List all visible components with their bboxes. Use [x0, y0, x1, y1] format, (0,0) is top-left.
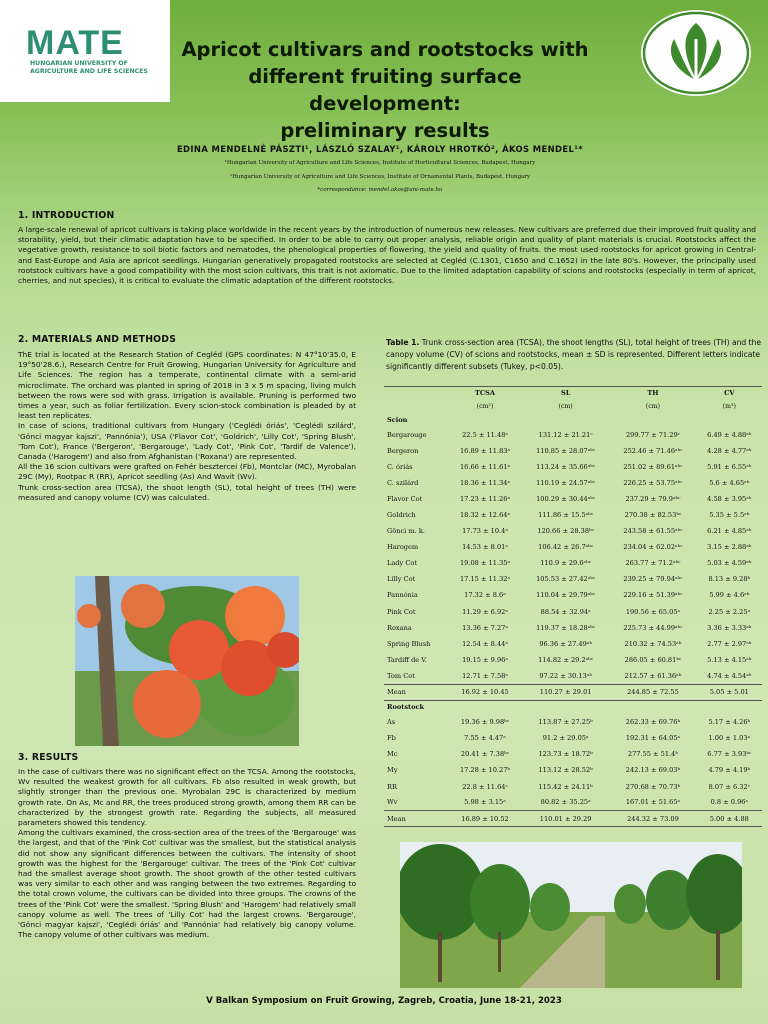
table-cell: 6.49 ± 4.88ᵃᵇ	[707, 430, 752, 439]
table-cell: 3.36 ± 3.33ᵃᵇ	[707, 623, 752, 632]
table-row	[384, 491, 762, 507]
table-cell: 16.66 ± 11.61ᵃ	[459, 462, 510, 471]
university-logo	[0, 0, 170, 102]
table-cell: 115.42 ± 24.11ᵇ	[538, 782, 593, 791]
table-cell: 17.32 ± 8.6ᵃ	[464, 591, 506, 600]
affiliation-2: ²Hungarian University of Agriculture and Life Sciences, Institute of Ornamental Plants, Budapest, Hungary	[229, 174, 531, 180]
table-row-label: Spring Blush	[387, 639, 431, 648]
table-row-label: Tom Cot	[387, 671, 415, 680]
table-cell: 1.00 ± 1.03ᵃ	[708, 734, 751, 743]
results-paragraph: In the case of cultivars there was no significant effect on the TCSA. Among the rootstocks, Wv resulted the weakest growth for all cultivars. Fb also resulted in weak growth, but slightly stronger than the previous one. Myrobalan 29C is characterized by medium growth rate. On As, Mc and RR, the trees produced strong growth, among them RR can be characterized by the strongest growth rate. Regarding the subjects, all measured parameters showed this tendency.	[18, 767, 356, 828]
table-cell: 17.15 ± 11.32ᵃ	[459, 575, 510, 584]
table-cell: 106.42 ± 26.7ᵃᵇᶜ	[538, 543, 594, 552]
table-cell: 5.6 ± 4.65ᵃᵇ	[709, 478, 750, 487]
table-cell: 105.53 ± 27.42ᵃᵇᶜ	[536, 575, 596, 584]
table-cell: 4.28 ± 4.77ᵃᵇ	[707, 446, 752, 455]
table-row-label: Harogem	[387, 543, 419, 552]
conference-footer: V Balkan Symposium on Fruit Growing, Zagreb, Croatia, June 18-21, 2023	[206, 996, 562, 1006]
table-cell: 113.87 ± 27.25ᵇ	[538, 718, 593, 727]
table-group-scion: Scion	[387, 415, 408, 424]
table-cell: 19.36 ± 9.98ᵇᶜ	[460, 718, 510, 727]
table-cell: 262.33 ± 69.76ᵇ	[625, 718, 681, 727]
table-row	[384, 475, 762, 491]
table-cell: 3.15 ± 2.88ᵃᵇ	[707, 543, 752, 552]
table-cell: 120.66 ± 28.38ᵇᶜ	[537, 527, 594, 536]
table-cell: 4.58 ± 3.95ᵃᵇ	[707, 494, 752, 503]
table-row	[384, 746, 762, 762]
table-cell: 210.32 ± 74.53ᵃᵇ	[624, 639, 682, 648]
table-cell: 226.25 ± 53.75ᵃᵇᶜ	[623, 478, 683, 487]
table-cell: 242.13 ± 69.03ᵇ	[625, 766, 681, 775]
table-cell: 192.31 ± 64.05ᵃ	[625, 734, 681, 743]
table-header: SL	[522, 387, 609, 400]
table-cell: 5.17 ± 4.26ᵇ	[708, 718, 751, 727]
table-cell: 239.25 ± 79.94ᵃᵇᶜ	[623, 575, 683, 584]
table-row-label: Bergeron	[387, 446, 419, 455]
table-row-label: Mean	[384, 811, 448, 827]
introduction-heading: 1. INTRODUCTION	[18, 210, 115, 221]
table-cell: 19.08 ± 11.35ᵃ	[459, 559, 510, 568]
table-cell: 11.29 ± 6.92ᵃ	[462, 607, 508, 616]
table-row-label: Mc	[387, 750, 398, 759]
table-row	[384, 636, 762, 652]
table-cell: 131.12 ± 21.21ᶜ	[538, 430, 593, 439]
table-row-label: Gönci m. k.	[387, 527, 425, 536]
table-mean-row	[384, 684, 762, 700]
table-row-label: As	[387, 718, 396, 727]
table-row-label: C. óriás	[387, 462, 413, 471]
methods-text	[18, 350, 356, 503]
table-row	[384, 427, 762, 443]
table-cell: 16.89 ± 11.83ᵃ	[459, 446, 510, 455]
table-row-label: Goldrich	[387, 511, 416, 520]
table-cell: 244.32 ± 73.09	[609, 811, 696, 827]
table-units-row: (cm²) (cm) (cm) (m³)	[476, 402, 736, 410]
table-cell: 229.16 ± 51.39ᵃᵇᶜ	[623, 591, 683, 600]
results-heading: 3. RESULTS	[18, 752, 79, 763]
table-cell: 110.01 ± 29.29	[522, 811, 609, 827]
table-cell: 212.57 ± 61.36ᵃᵇ	[624, 671, 682, 680]
table-cell: 14.53 ± 8.01ᵃ	[462, 543, 508, 552]
results-table	[384, 386, 762, 827]
table-cell: 5.99 ± 4.6ᵃᵇ	[709, 591, 750, 600]
table-cell: 6.21 ± 4.85ᵃᵇ	[707, 527, 752, 536]
introduction-text: A large-scale renewal of apricot cultivars is taking place worldwide in the recent years by the introduction of numerous new releases. New cultivars are preferred due their improved fruit quality and storability, yield, but their climatic adaptation have to be specified. In order to be able to carry out proper analysis, reliable origin and quality of plant materials is crucial. Rootstocks affect the vegetative growth, resistance to soil biotic factors and nematodes, the phenological properties of flowering, the yield and quality of fruits. the most used rootstocks for apricot growing in Central- and East-Europe and Asia are apricot seedlings. Hungarian generatively propagated rootstocks are selected at Cegléd (C.1301, C1650 and C.1652) in the late 80's. However, the principally used rootstock cultivars have a good compatibility with the most scion cultivars, this trait is not axiomatic. Due to the limited adaptation capability of scions and rootstocks (especially in term of apricot, cherries, and nut species), it is critical to evaluate the climatic adaptation of the different rootstocks.	[18, 225, 756, 286]
table-cell: 123.73 ± 18.72ᵇ	[538, 750, 593, 759]
table-row	[384, 730, 762, 746]
table-row	[384, 604, 762, 620]
table-cell: 0.8 ± 0.96ᵃ	[710, 798, 749, 807]
table-row-label: Flavor Cot	[387, 494, 423, 503]
table-cell: 88.54 ± 32.94ᵃ	[540, 607, 591, 616]
table-cell: 18.36 ± 11.34ᵃ	[459, 478, 510, 487]
results-text	[18, 767, 356, 940]
table-cell: 22.8 ± 11.64ᶜ	[462, 782, 508, 791]
table-row	[384, 652, 762, 668]
table-cell: 7.55 ± 4.47ᵃ	[464, 734, 506, 743]
table-cell: 237.29 ± 79.9ᵃᵇᶜ	[625, 494, 681, 503]
results-paragraph: Among the cultivars examined, the cross-section area of the trees of the 'Bergarouge' was the largest, and that of the 'Pink Cot' cultivar was the smallest, but the statistical analysis did not show any significant differences between the cultivars. The intensity of shoot growth was the highest for the 'Bergarouge' cultivar. The trees of the 'Pink Cot' cultivar had the smallest average shoot growth. The shoot growth of the other tested cultivars was very similar to each other and was ranging between the two extremes. Regarding to the total crown volume, the cultivars can be divided into three groups. The crowns of the trees of the 'Pink Cot' were the smallest. 'Spring Blush' and 'Harogem' had relatively small canopy volume as well. The trees of 'Lilly Cot' had the largest crowns. 'Bergarouge', 'Gönci magyar kajszi', 'Ceglédi óriás' and 'Pannónia' had relatively big canopy volume. The canopy volume of other cultivars was medium.	[18, 828, 356, 940]
table-header	[384, 387, 448, 400]
table-row-label: Bergarouge	[387, 430, 427, 439]
table-cell: 2.77 ± 2.97ᵃᵇ	[707, 639, 752, 648]
institute-emblem-icon	[640, 9, 752, 97]
table-cell: 244.85 ± 72.55	[609, 684, 696, 700]
table-cell: 234.04 ± 62.02ᵃᵇᶜ	[623, 543, 683, 552]
table-cell: 18.32 ± 12.64ᵃ	[459, 511, 510, 520]
table-row	[384, 555, 762, 571]
methods-paragraph: All the 16 scion cultivars were grafted on Fehér besztercei (Fb), Montclar (MC), Myrobalan 29C (My), Rootpac R (RR), Apricot seedling (As) And Wavit (Wv).	[18, 462, 356, 482]
table-cell: 111.86 ± 15.5ᵃᵇᶜ	[538, 511, 594, 520]
table-cell: 17.23 ± 11.26ᵃ	[459, 494, 510, 503]
table-cell: 113.24 ± 35.66ᵃᵇᶜ	[536, 462, 596, 471]
table-cell: 110.19 ± 24.57ᵃᵇᶜ	[536, 478, 596, 487]
apricot-fruit-photo	[75, 576, 299, 746]
table-cell: 167.01 ± 51.65ᵃ	[625, 798, 681, 807]
table-cell: 12.54 ± 8.44ᵃ	[462, 639, 508, 648]
table-row-label: C. szilárd	[387, 478, 419, 487]
table-cell: 113.12 ± 28.52ᵇ	[538, 766, 593, 775]
table-cell: 2.25 ± 2.25ᵃ	[708, 607, 751, 616]
table-cell: 225.73 ± 44.99ᵃᵇᶜ	[623, 623, 683, 632]
table-cell: 17.73 ± 10.4ᵃ	[462, 527, 508, 536]
table-cell: 80.82 ± 35.25ᵃ	[540, 798, 591, 807]
table-row-label: Wv	[387, 798, 398, 807]
table-header: TH	[609, 387, 696, 400]
table-cell: 12.71 ± 7.58ᵃ	[462, 671, 508, 680]
table-cell: 190.56 ± 65.05ᵃ	[625, 607, 681, 616]
table-cell: 96.36 ± 27.49ᵃᵇ	[539, 639, 592, 648]
table-cell: 119.37 ± 18.28ᵃᵇᶜ	[536, 623, 596, 632]
table-cell: 6.77 ± 3.93ᵇᶜ	[707, 750, 752, 759]
table-cell: 252.46 ± 71.46ᵃᵇᶜ	[623, 446, 683, 455]
table-row	[384, 507, 762, 523]
table-group-rootstock: Rootstock	[387, 703, 425, 712]
table-cell: 16.89 ± 10.52	[448, 811, 522, 827]
poster-title: Apricot cultivars and rootstocks with different fruiting surface development: preliminary results	[181, 38, 589, 142]
affiliation-1: ¹Hungarian University of Agriculture and Life Sciences, Institute of Horticultural Sciences, Budapest, Hungary	[224, 160, 536, 166]
table-row-label: Pannónia	[387, 591, 418, 600]
author-list: EDINA MENDELNÉ PÁSZTI¹, LÁSZLÓ SZALAY¹, KÁROLY HROTKÓ², ÁKOS MENDEL¹*	[176, 144, 584, 154]
table-cell: 13.36 ± 7.27ᵃ	[462, 623, 508, 632]
table-row-label: Lady Cot	[387, 559, 418, 568]
table-cell: 100.29 ± 30.44ᵃᵇᶜ	[536, 494, 596, 503]
methods-heading: 2. MATERIALS AND METHODS	[18, 334, 177, 345]
methods-paragraph: ThE trial is located at the Research Station of Cegléd (GPS coordinates: N 47°10'35.0, E 19°50'28.6.), Research Centre for Fruit Growing, Hungarian University for Agriculture and Life Sciences. The region has a temperate, continental climate with a semi-arid microclimate. The orchard was planted in spring of 2018 in 3 x 5 m spacing, living mulch between the rows were sod with grass. Irrigation is available. Pruning is performed two times a year, such as foliar fertilization. Every scion-stock combination is pleaded by at least ten replicates.	[18, 350, 356, 421]
table-cell: 16.92 ± 10.45	[448, 684, 522, 700]
table-row-label: RR	[387, 782, 397, 791]
table-cell: 5.35 ± 5.5ᵃᵇ	[709, 511, 750, 520]
table-cell: 5.00 ± 4.88	[697, 811, 762, 827]
table-cell: 277.55 ± 51.4ᵇ	[627, 750, 678, 759]
table-row-label: Pink Cot	[387, 607, 416, 616]
table-row	[384, 459, 762, 475]
table-mean-row	[384, 811, 762, 827]
table-cell: 110.9 ± 29.6ᵃᵇᶜ	[540, 559, 592, 568]
table-row	[384, 795, 762, 811]
table-row-label: Tardiff de V.	[387, 655, 428, 664]
table-row-label: Roxana	[387, 623, 412, 632]
table-row	[384, 587, 762, 603]
table-cell: 5.05 ± 5.01	[697, 684, 762, 700]
table-cell: 5.91 ± 6.55ᵃᵇ	[707, 462, 752, 471]
correspondence: *correspondance: mendel.akos@uni-mate.hu	[317, 187, 443, 193]
university-name: HUNGARIAN UNIVERSITY OF AGRICULTURE AND LIFE SCIENCES	[30, 60, 148, 75]
svg-text:MATE: MATE	[26, 24, 124, 58]
table-cell: 243.58 ± 61.55ᵃᵇᶜ	[623, 527, 683, 536]
table-cell: 97.22 ± 30.13ᵃᵇ	[539, 671, 592, 680]
table-cell: 20.41 ± 7.38ᵇᶜ	[460, 750, 510, 759]
table-header: CV	[697, 387, 762, 400]
table-cell: 91.2 ± 29.05ᵃ	[542, 734, 589, 743]
table-row-label: Fb	[387, 734, 396, 743]
table-row-label: Mean	[384, 684, 448, 700]
table-cell: 110.04 ± 29.79ᵃᵇᶜ	[536, 591, 596, 600]
table-cell: 270.68 ± 70.73ᵇ	[625, 782, 681, 791]
methods-paragraph: Trunk cross-section area (TCSA), the shoot length (SL), total height of trees (TH) were measured and canopy volume (CV) was calculated.	[18, 482, 356, 502]
table-row	[384, 620, 762, 636]
table-cell: 19.15 ± 9.96ᵃ	[462, 655, 508, 664]
table-row	[384, 523, 762, 539]
table-row	[384, 539, 762, 555]
table-row	[384, 778, 762, 794]
table-cell: 5.13 ± 4.15ᵃᵇ	[707, 655, 752, 664]
table-cell: 4.74 ± 4.54ᵃᵇ	[707, 671, 752, 680]
table-cell: 8.13 ± 9.28ᵇ	[708, 575, 751, 584]
table-row	[384, 443, 762, 459]
table-cell: 8.07 ± 6.32ᶜ	[708, 782, 750, 791]
table-row	[384, 762, 762, 778]
table-cell: 270.38 ± 82.53ᵇᶜ	[624, 511, 682, 520]
table-cell: 5.98 ± 3.15ᵃ	[464, 798, 506, 807]
table-cell: 299.77 ± 71.29ᶜ	[625, 430, 680, 439]
table-row-label: Lilly Cot	[387, 575, 416, 584]
table-cell: 263.77 ± 71.2ᵃᵇᶜ	[625, 559, 681, 568]
orchard-photo	[400, 842, 742, 988]
table-cell: 110.27 ± 29.01	[522, 684, 609, 700]
mate-logo-mark	[24, 24, 154, 58]
table-row	[384, 668, 762, 684]
table-caption: Table 1. Trunk cross-section area (TCSA), the shoot lengths (SL), total height of trees (TH) and the canopy volume (CV) of scions and rootstocks, mean ± SD is represented. Different letters indicate significantly different subsets (Tukey, p<0.05).	[386, 338, 762, 371]
table-cell: 5.03 ± 4.59ᵃᵇ	[707, 559, 752, 568]
table-header: TCSA	[448, 387, 522, 400]
table-cell: 286.05 ± 60.81ᵇᶜ	[624, 655, 682, 664]
table-cell: 251.02 ± 89.61ᵃᵇᶜ	[623, 462, 683, 471]
methods-paragraph: In case of scions, traditional cultivars from Hungary ('Ceglédi óriás', 'Ceglédi szilárd', 'Gönci magyar kajszi', 'Pannónia'), USA ('Flavor Cot', 'Goldrich', 'Lilly Cot', 'Spring Blush', 'Tom Cot'), France ('Bergeron', 'Bergarouge', 'Lady Cot', 'Pink Cot', 'Tardif de Valence'), Canada ('Harogem') and also from Afghanistan ('Roxana') are represented.	[18, 421, 356, 462]
table-row	[384, 571, 762, 587]
table-row	[384, 714, 762, 730]
table-cell: 114.82 ± 29.2ᵃᵇᶜ	[538, 655, 594, 664]
table-row-label: My	[387, 766, 398, 775]
table-cell: 22.5 ± 11.48ᵃ	[462, 430, 508, 439]
table-cell: 17.28 ± 10.27ᵇ	[459, 766, 511, 775]
table-cell: 110.85 ± 28.07ᵃᵇᶜ	[536, 446, 596, 455]
table-cell: 4.79 ± 4.19ᵇ	[708, 766, 751, 775]
